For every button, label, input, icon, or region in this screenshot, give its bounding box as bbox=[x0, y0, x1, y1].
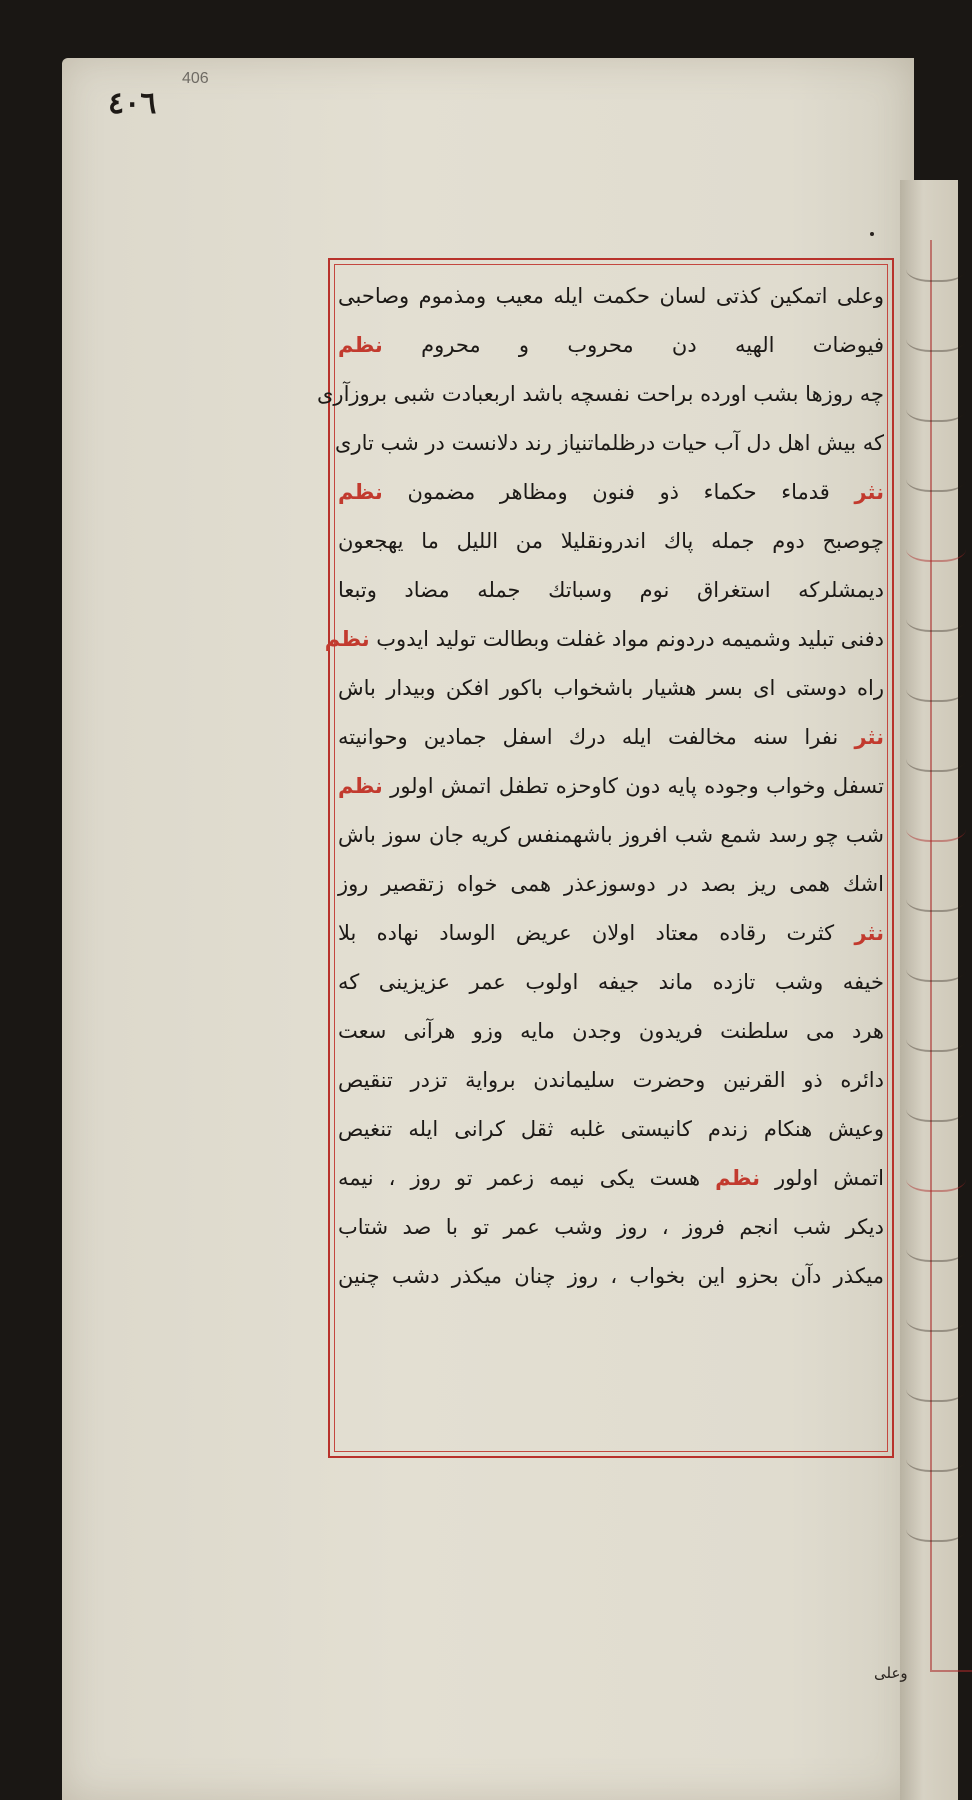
text-line bbox=[335, 419, 884, 468]
rubric-word: نثر bbox=[854, 921, 884, 945]
text-segment: ميكذر دآن بحزو اين بخواب ، روز چنان ميكذر دشب چنين bbox=[338, 1264, 884, 1288]
text-line bbox=[338, 517, 884, 566]
text-line bbox=[338, 566, 884, 615]
text-segment: راه دوستى اى بسر هشيار باش bbox=[603, 676, 884, 700]
text-line bbox=[338, 1007, 884, 1056]
text-segment: چه روزها بشب اورده براحت نفس bbox=[594, 382, 884, 406]
rubric-word: نثر bbox=[854, 480, 884, 504]
text-segment: چوصبح دوم جمله پاك اندرون bbox=[597, 529, 884, 553]
text-line bbox=[338, 321, 884, 370]
text-segment: خيفه وشب تازده ماند جيفه اولوب عمر عزيزينى كه bbox=[338, 970, 884, 994]
text-segment: خواب باكور افكن وبيدار باش bbox=[338, 676, 604, 700]
rubric-word: نظم bbox=[324, 627, 370, 651]
text-segment: وعلى اتمكين كذتى لسان حكمت ايله معيب ومذموم وصاحبى bbox=[338, 284, 884, 308]
rubric-word: نثر bbox=[854, 725, 884, 749]
text-line bbox=[338, 1203, 884, 1252]
text-line bbox=[338, 1105, 884, 1154]
text-segment: نفرا سنه مخالفت ايله درك اسفل جمادين وحوانيته bbox=[338, 725, 855, 749]
text-line bbox=[338, 909, 884, 958]
text-segment: هست يكى نيمه زعمر تو روز ، نيمه bbox=[338, 1166, 716, 1190]
text-line bbox=[338, 1252, 884, 1301]
text-segment: فيوضات الهيه دن محروب و محروم bbox=[382, 333, 884, 357]
text-segment: دائره ذو القرنين وحضرت سليماندن برواية تزدر تنقيص bbox=[338, 1068, 884, 1092]
text-line bbox=[338, 468, 884, 517]
text-line bbox=[338, 860, 884, 909]
text-segment: وعيش هنكام زندم كانيستى غلبه ثقل كرانى ايله تنغيص bbox=[338, 1117, 884, 1141]
text-segment: قليلا من الليل ما يهجعون bbox=[338, 529, 598, 553]
text-segment: ديمشلركه استغراق نوم وسباتك جمله مضاد وتبعا bbox=[338, 578, 884, 602]
text-segment: شب چو رسد شمع شب افروز باش bbox=[582, 823, 884, 847]
text-line bbox=[338, 713, 884, 762]
text-segment: عذر همى خواه زتقصير روز bbox=[338, 872, 598, 896]
text-line bbox=[338, 811, 884, 860]
text-segment: چه باشد اربعبادت شبى بروزآرى bbox=[316, 382, 595, 406]
text-line bbox=[338, 958, 884, 1007]
ink-dot bbox=[870, 232, 874, 236]
text-segment: همنفس كريه جان سوز باش bbox=[338, 823, 583, 847]
text-segment: نياز رند دلانست در شب تارى bbox=[335, 431, 588, 455]
text-line bbox=[316, 370, 884, 419]
text-segment: قدماء حكماء ذو فنون ومظاهر مضمون bbox=[382, 480, 855, 504]
rubric-word: نظم bbox=[338, 480, 383, 504]
text-segment: هرد مى سلطنت فريدون وجدن مايه وزو هرآنى سعت bbox=[338, 1019, 884, 1043]
rubric-word: نظم bbox=[338, 774, 383, 798]
text-segment: كثرت رقاده معتاد اولان عريض الوساد نهاده بلا bbox=[338, 921, 855, 945]
text-line bbox=[324, 615, 884, 664]
text-segment: دفنى تبليد وشميمه دردونم مواد غفلت وبطالت توليد ايدوب bbox=[369, 627, 884, 651]
text-segment: تسفل وخواب وجوده پايه دون كاوحزه تطفل اتمش اولور bbox=[382, 774, 884, 798]
catchword: وعلى bbox=[874, 1664, 908, 1682]
folio-number: ٤٠٦ bbox=[108, 86, 157, 121]
rubric-word: نظم bbox=[715, 1166, 760, 1190]
text-line bbox=[338, 664, 884, 713]
text-line bbox=[338, 1056, 884, 1105]
manuscript-text-block bbox=[316, 272, 885, 1448]
facing-page-edge bbox=[900, 180, 958, 1800]
pencil-folio-number: 406 bbox=[182, 70, 209, 87]
text-segment: اتمش اولور bbox=[759, 1166, 885, 1190]
rubric-word: نظم bbox=[338, 333, 383, 357]
text-segment: ديكر شب انجم فروز ، روز وشب عمر تو با صد شتاب bbox=[338, 1215, 884, 1239]
text-line bbox=[338, 272, 884, 321]
text-line bbox=[338, 762, 884, 811]
text-segment: كه بيش اهل دل آب حيات درظلمات bbox=[587, 431, 884, 455]
text-line bbox=[338, 1154, 884, 1203]
text-segment: اشك همى ريز بصد در دوسوز bbox=[597, 872, 884, 896]
